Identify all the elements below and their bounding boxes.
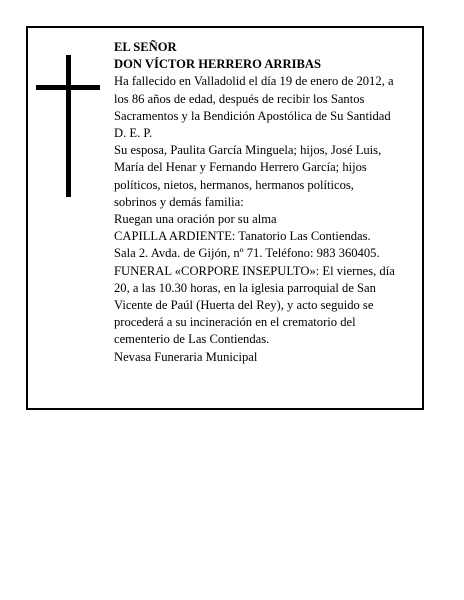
obituary-line: D. E. P. (114, 126, 153, 141)
obituary-line: sobrinos y demás familia: (114, 194, 244, 209)
funeral-home-signature: Nevasa Funeraria Municipal (114, 349, 258, 364)
obituary-text (114, 39, 414, 366)
obituary-line: CAPILLA ARDIENTE: Tanatorio Las Contiendas. (114, 229, 371, 244)
obituary-line: procederá a su incineración en el crematorio del (114, 315, 356, 330)
obituary-line: cementerio de Las Contiendas. (114, 332, 270, 347)
obituary-line: Su esposa, Paulita García Minguela; hijos, José Luis, (114, 143, 382, 158)
cross-vertical-bar (66, 55, 71, 197)
obituary-line: Vicente de Paúl (Huerta del Rey), y acto seguido se (114, 298, 374, 313)
obituary-line: Sacramentos y la Bendición Apostólica de Su Santidad (114, 108, 391, 123)
deceased-name: DON VÍCTOR HERRERO ARRIBAS (114, 57, 322, 72)
obituary-line: Ruegan una oración por su alma (114, 212, 277, 227)
obituary-line: 20, a las 10.30 horas, en la iglesia parroquial de San (114, 280, 376, 295)
obituary-line: Sala 2. Avda. de Gijón, nº 71. Teléfono: 983 360405. (114, 246, 380, 261)
obituary-line: políticos, nietos, hermanos, hermanos políticos, (114, 177, 354, 192)
obituary-line: María del Henar y Fernando Herrero García; hijos (114, 160, 367, 175)
obituary-title-honorific: EL SEÑOR (114, 40, 177, 54)
cross-icon (36, 55, 100, 197)
obituary-line: FUNERAL «CORPORE INSEPULTO»: El viernes, día (114, 263, 395, 278)
obituary-line: los 86 años de edad, después de recibir los Santos (114, 91, 365, 106)
cross-horizontal-bar (36, 85, 100, 90)
obituary-line: Ha fallecido en Valladolid el día 19 de enero de 2012, a (114, 74, 394, 89)
